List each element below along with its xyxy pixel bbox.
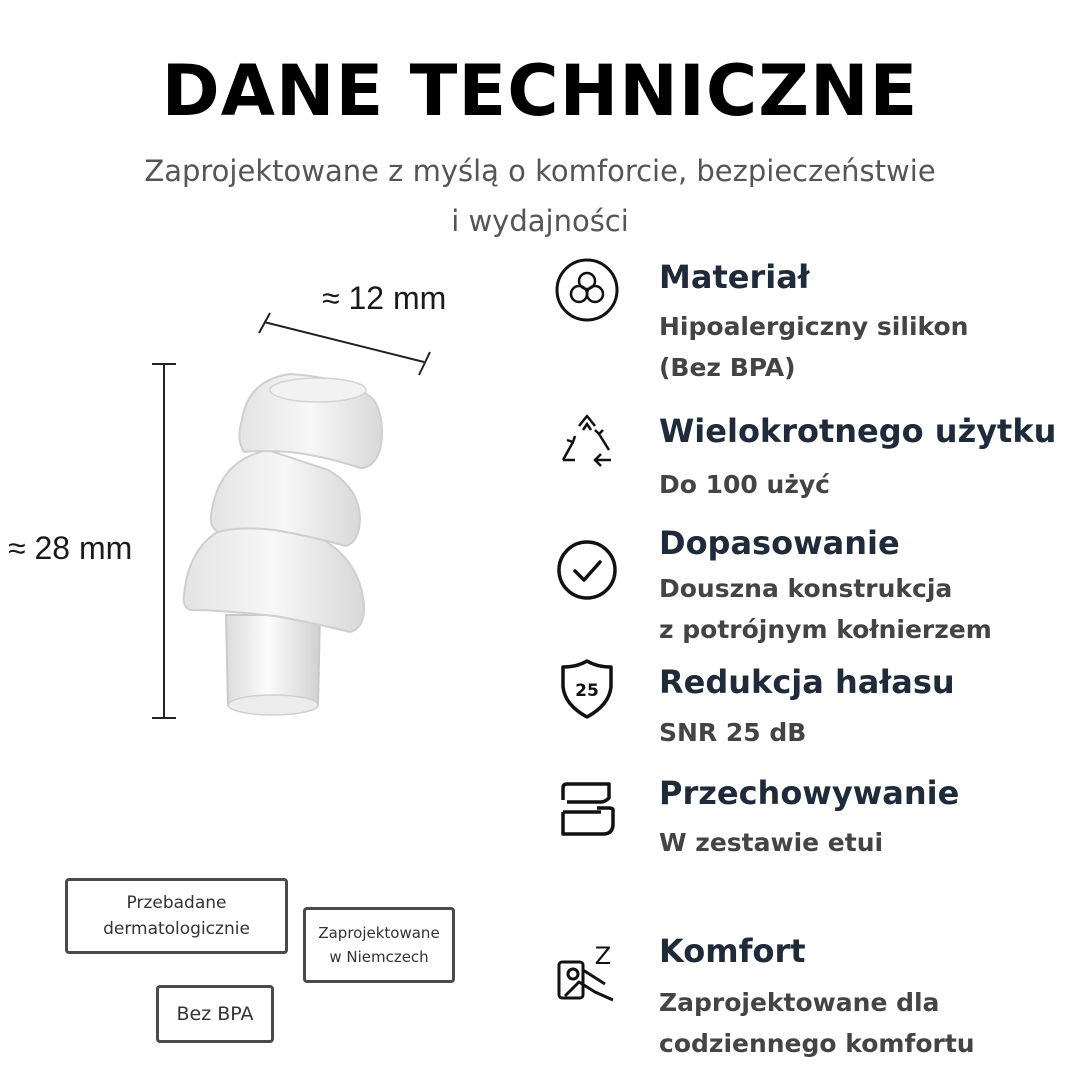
feature-desc-line-1: SNR 25 dB [659,718,807,747]
feature-title: Komfort [659,932,806,970]
feature-title: Wielokrotnego użytku [659,412,1057,450]
width-dimension-label: ≈ 12 mm [322,280,447,316]
page-title: DANE TECHNICZNE [161,50,919,132]
feature-desc-line-2: codziennego komfortu [659,1029,975,1058]
width-dimension-tick-right [419,352,430,375]
feature-title: Redukcja hałasu [659,663,955,701]
feature-title: Materiał [659,258,810,296]
shield-25-icon [555,657,619,721]
badge-designed-in-germany [303,907,455,983]
feature-desc-line-2: z potrójnym kołnierzem [659,615,992,644]
feature-desc-line-1: Do 100 użyć [659,470,830,499]
subtitle-line-2: i wydajności [451,204,629,238]
badge-germany-line-2: w Niemczech [329,948,429,966]
feature-desc-line-1: W zestawie etui [659,828,884,857]
earplug-image [160,360,400,730]
check-circle-icon [555,538,619,602]
width-dimension-line [264,322,424,362]
material-circles-icon [555,258,619,322]
sleep-letter: Z [594,942,612,970]
badge-dermatologically-tested [65,878,288,954]
feature-desc-line-2: (Bez BPA) [659,353,796,382]
subtitle-line-1: Zaprojektowane z myślą o komforcie, bezpieczeństwie [144,154,936,188]
feature-desc-line-1: Zaprojektowane dla [659,988,940,1017]
height-dimension-label: ≈ 28 mm [8,530,133,566]
feature-desc-line-1: Hipoalergiczny silikon [659,312,969,341]
feature-title: Przechowywanie [659,774,960,812]
badge-bpa-free: Bez BPA [156,985,274,1043]
sleep-comfort-icon [555,940,619,1004]
badge-germany-line-1: Zaprojektowane [318,924,440,942]
badge-dermatological-line-1: Przebadane [126,893,227,913]
storage-case-icon [553,778,617,842]
feature-title: Dopasowanie [659,524,900,562]
recycle-icon [555,412,619,476]
badge-dermatological-line-2: dermatologicznie [103,919,250,939]
feature-desc-line-1: Douszna konstrukcja [659,574,953,603]
shield-number: 25 [575,681,599,701]
